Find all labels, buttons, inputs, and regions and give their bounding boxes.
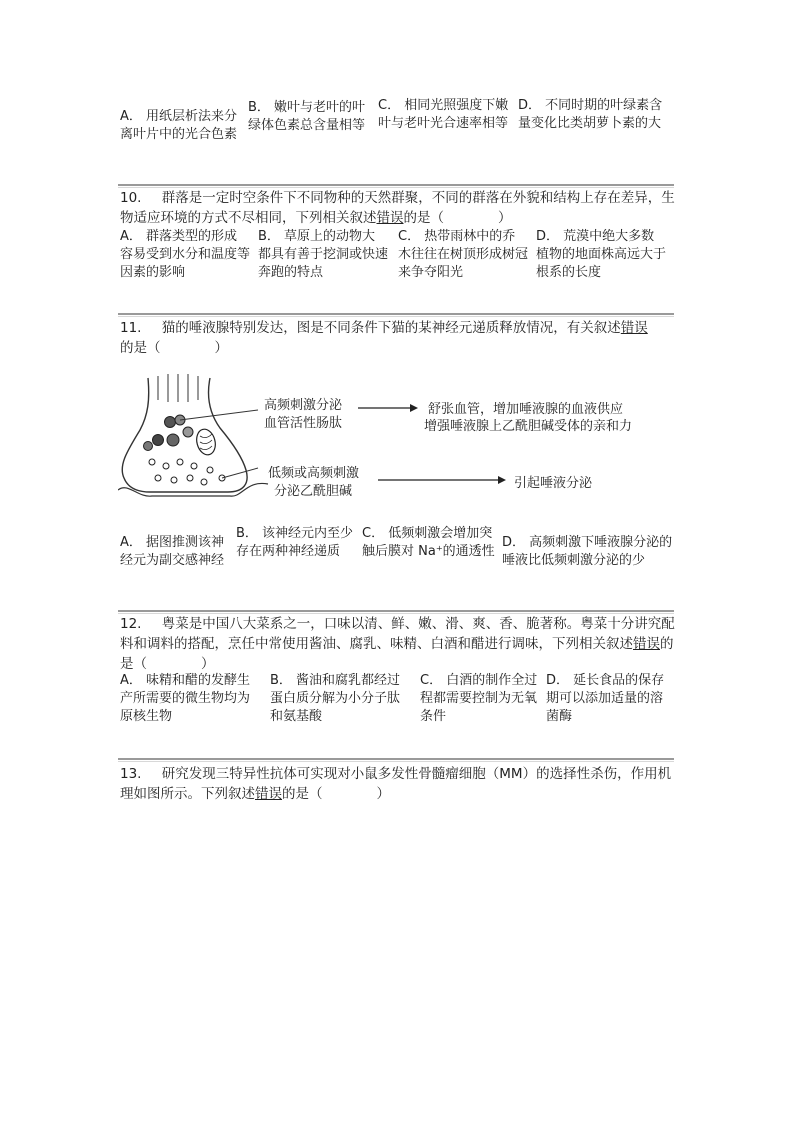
q11-stem-key: 错误 [620,320,648,336]
q13-stem [120,764,675,804]
small-vesicle [171,477,177,483]
q9-option-b[interactable]: B． 嫩叶与老叶的叶绿体色素总含量相等 [248,100,366,133]
small-vesicle [163,463,169,469]
small-vesicle [177,459,183,465]
q10-stem [120,188,675,228]
q12-stem [120,614,675,674]
q10-option-a[interactable]: A． 群落类型的形成容易受到水分和温度等因素的影响 [120,229,251,280]
q11-option-a[interactable]: A． 据图推测该神经元为副交感神经 [120,535,225,568]
q11-stem [120,318,675,358]
q11-stem-text: 猫的唾液腺特别发达，图是不同条件下猫的某神经元递质释放情况，有关叙述 [161,320,621,336]
q10-option-d[interactable]: D． 荒漠中绝大多数植物的地面株高远大于根系的长度 [536,229,667,280]
q10-stem-key: 错误 [376,210,404,226]
q12-option-c[interactable]: C． 白酒的制作全过程都需要控制为无氧条件 [420,673,538,724]
q12-option-d[interactable]: D． 延长食品的保存期可以添加适量的溶菌酶 [546,673,665,724]
q12-stem-tail: 的是（ ） [120,636,674,672]
q12-number: 12. [120,616,142,632]
mitochondrion [194,427,218,457]
q11-number: 11. [120,320,142,336]
divider-q10 [118,184,674,186]
q11-label-high-1: 高频刺激分泌 [264,398,343,413]
q9-option-a[interactable]: A． 用纸层析法来分离叶片中的光合色素 [120,109,238,142]
q13-stem-text: 研究发现三特异性抗体可实现对小鼠多发性骨髓瘤细胞（MM）的选择性杀伤，作用机理如图所示。下列叙述 [120,766,672,802]
q11-label-high-2: 血管活性肠肽 [264,416,343,431]
q11-option-c[interactable]: C． 低频刺激会增加突触后膜对 Na⁺的通透性 [362,526,495,559]
q10-stem-tail: 的是（ ） [403,210,512,226]
small-vesicle [201,479,207,485]
q11-label-low-2: 分泌乙酰胆碱 [274,484,353,499]
small-vesicle [207,467,213,473]
arrow-low-head [498,476,506,484]
large-vesicle [144,442,153,451]
q13-stem-tail: 的是（ ） [282,786,390,802]
q9-option-d[interactable]: D． 不同时期的叶绿素含量变化比类胡萝卜素的大 [518,98,663,131]
q10-option-b[interactable]: B． 草原上的动物大都具有善于挖洞或快速奔跑的特点 [258,229,389,280]
arrow-high-head [410,404,418,412]
q11-option-d[interactable]: D． 高频刺激下唾液腺分泌的唾液比低频刺激分泌的少 [502,535,673,568]
q11-effect-1: 舒张血管，增加唾液腺的血液供应 [428,402,624,417]
q12-option-b[interactable]: B． 酱油和腐乳都经过蛋白质分解为小分子肽和氨基酸 [270,673,401,724]
small-vesicle [155,475,161,481]
small-vesicle [187,475,193,481]
q10-stem-text: 群落是一定时空条件下不同物种的天然群聚，不同的群落在外貌和结构上存在差异，生物适应环境的方式不尽相同，下列相关叙述 [120,190,675,226]
q13-stem-key: 错误 [255,786,282,802]
large-vesicle [183,427,193,437]
q11-option-b[interactable]: B． 该神经元内至少存在两种神经递质 [236,526,354,559]
large-vesicle [167,434,179,446]
small-vesicle [149,459,155,465]
q13-number: 13. [120,766,142,782]
large-vesicle [165,417,176,428]
q12-stem-key: 错误 [633,636,660,652]
pointer-line-high [180,410,258,420]
q11-effect-3: 引起唾液分泌 [514,476,593,491]
small-vesicle [191,463,197,469]
q11-effect-2: 增强唾液腺上乙酰胆碱受体的亲和力 [424,419,633,434]
q11-label-low-1: 低频或高频刺激 [268,466,360,481]
pointer-line-low [222,468,258,478]
q10-number: 10. [120,190,142,206]
q11-stem-tail: 的是（ ） [120,340,228,356]
q12-option-a[interactable]: A． 味精和醋的发酵生产所需要的微生物均为原核生物 [120,673,251,724]
q9-option-c[interactable]: C． 相同光照强度下嫩叶与老叶光合速率相等 [378,98,509,131]
divider-q13 [118,758,674,760]
q12-stem-text: 粤菜是中国八大菜系之一，口味以清、鲜、嫩、滑、爽、香、脆著称。粤菜十分讲究配料和调料的搭配，烹任中常使用酱油、腐乳、味精、白酒和醋进行调味，下列相关叙述 [120,616,675,652]
q10-option-c[interactable]: C． 热带雨林中的乔木往往在树顶形成树冠来争夺阳光 [398,229,529,280]
large-vesicle [153,435,164,446]
divider-q12 [118,610,674,612]
neuron-diagram [118,370,678,505]
divider-q11 [118,313,674,315]
q11-figure [118,370,678,505]
